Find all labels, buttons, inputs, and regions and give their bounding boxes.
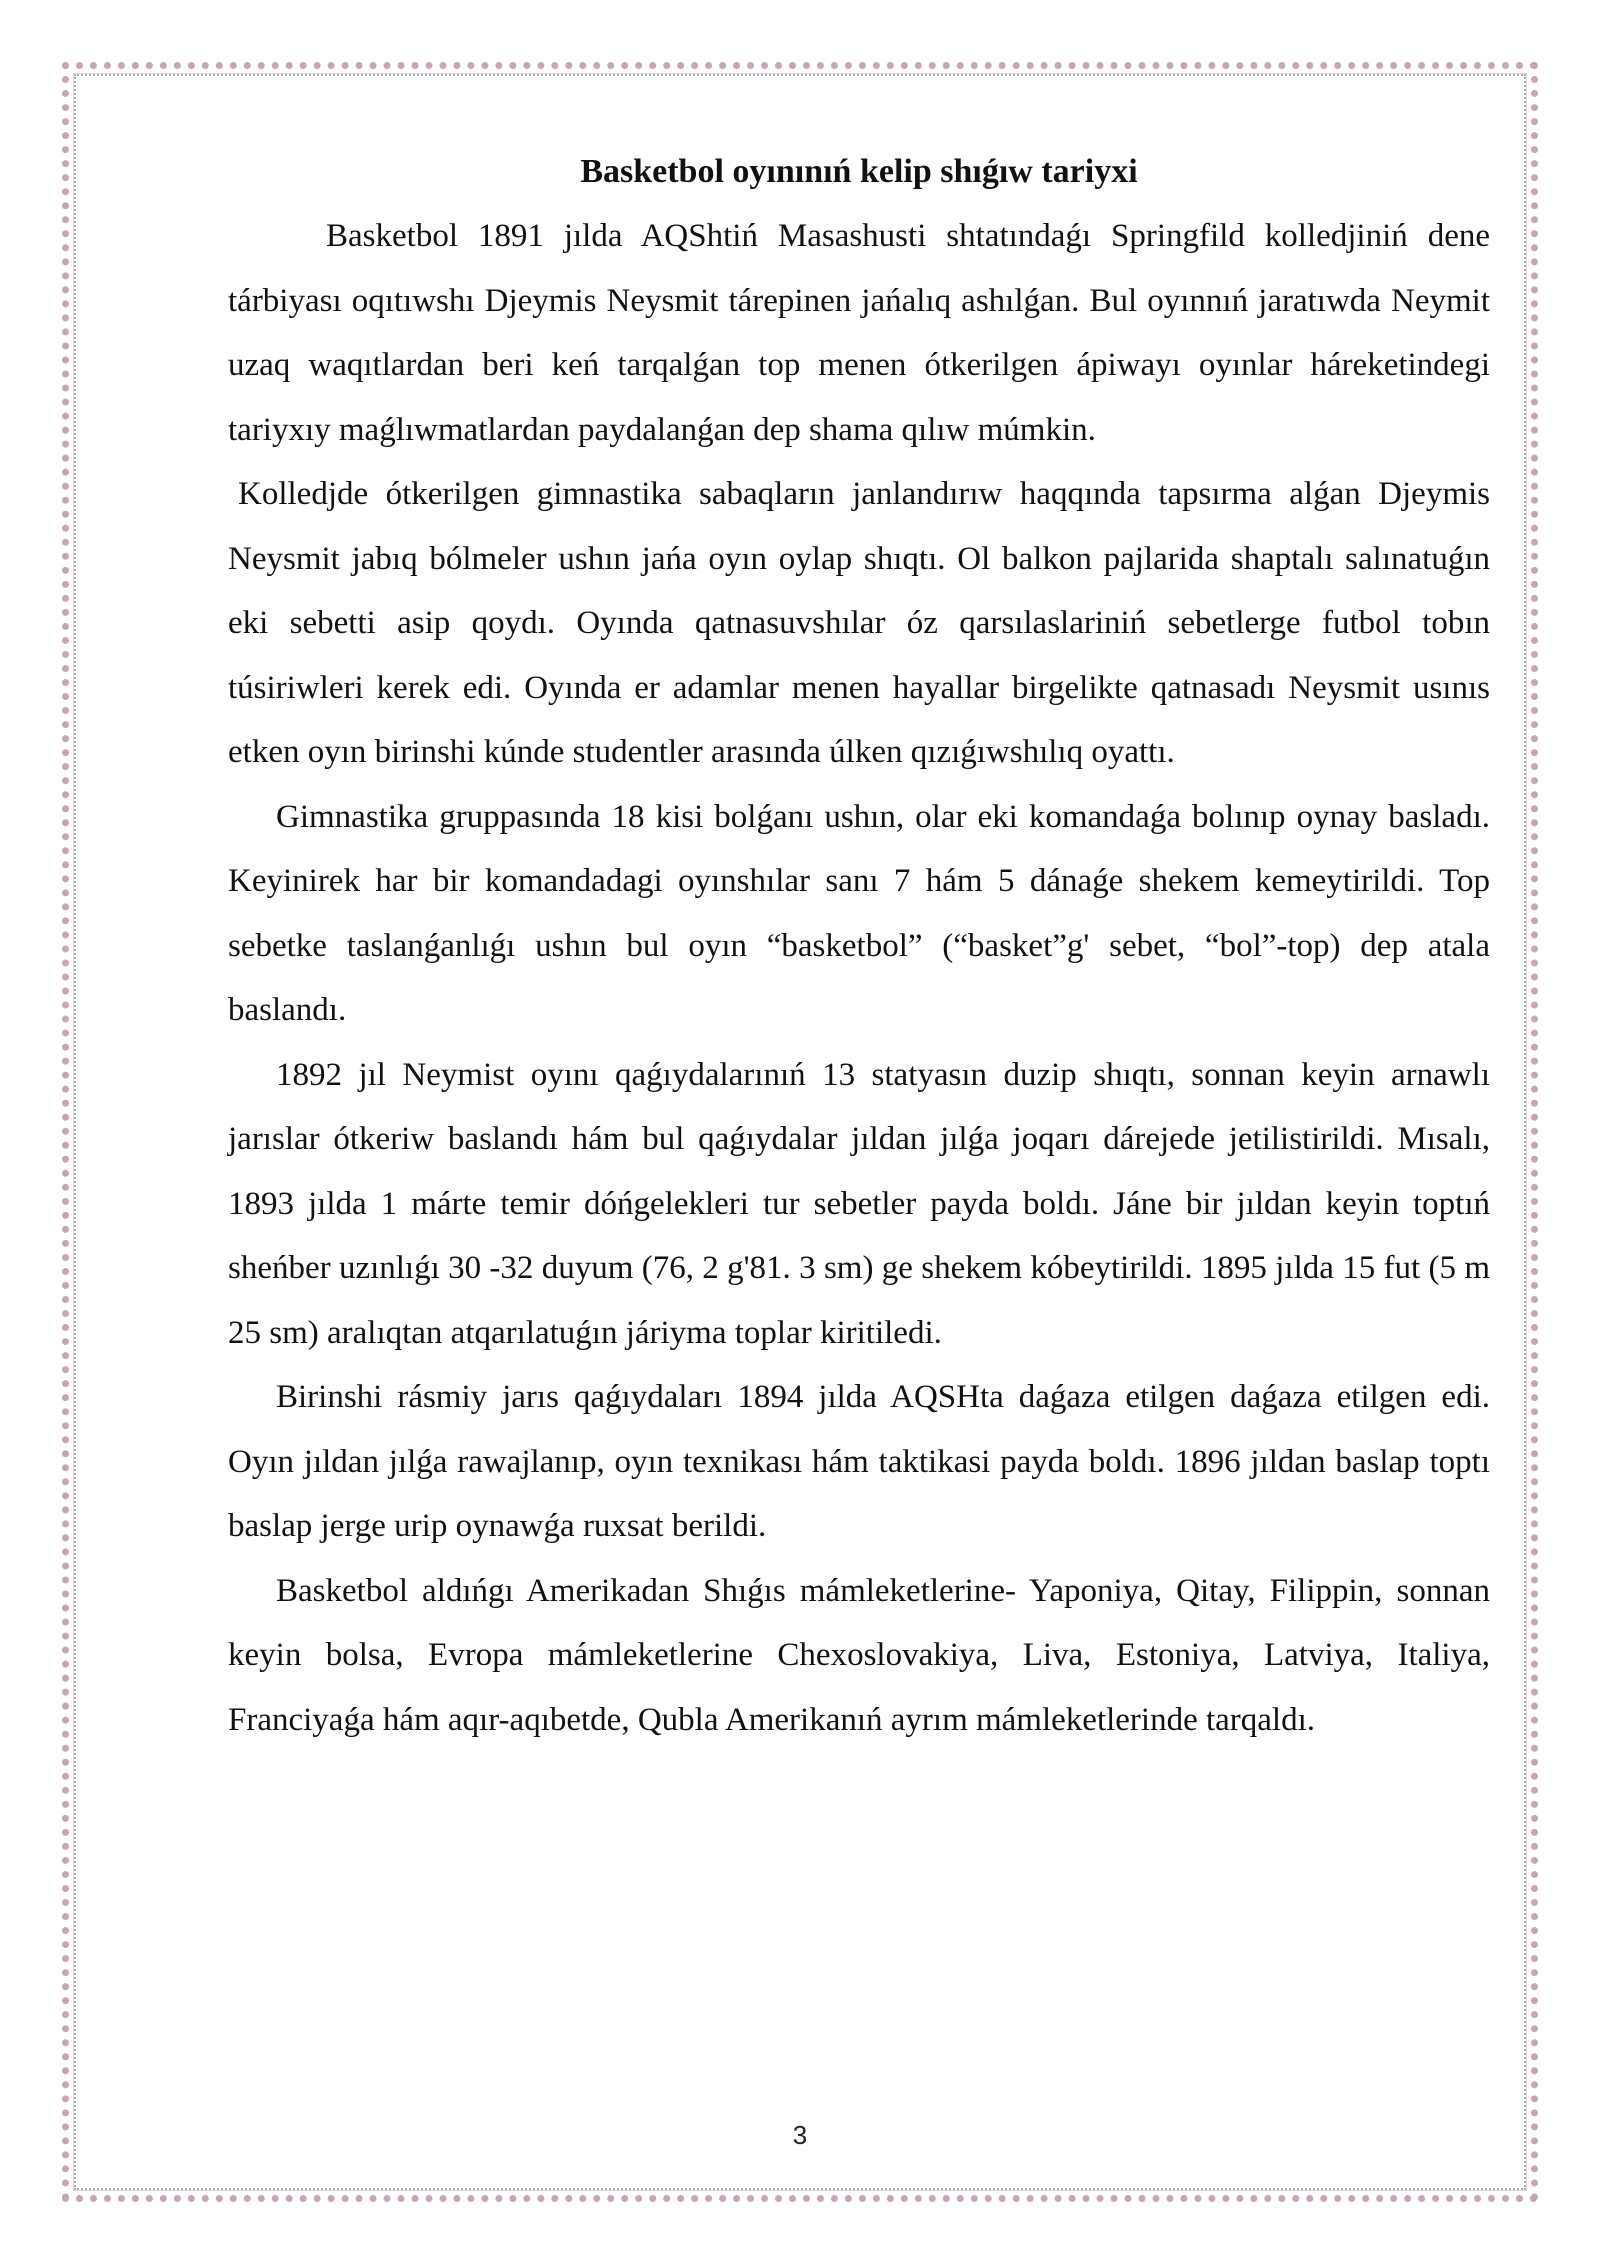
paragraph: Birinshi rásmiy jarıs qaǵıydaları 1894 jılda AQSHta daǵaza etilgen daǵaza etilgen edi. Oyın jıldan jılǵa rawajlanıp, oyın texnikası hám taktikasi payda boldı. 1896 jıldan baslap toptı baslap jerge urip oynawǵa ruxsat berildi. <box>228 1379 1490 1544</box>
paragraph: Gimnastika gruppasında 18 kisi bolǵanı ushın, olar eki komandaǵa bolınıp oynay basladı. Keyinirek har bir komandadagi oyınshılar sanı 7 hám 5 dánaǵe shekem kemeytirildi. Top sebetke taslanǵanlıǵı ushın bul oyın “basketbol” (“basket”g' sebet, “bol”-top) dep atala baslandı. <box>228 798 1490 1028</box>
document-title: Basketbol oyınınıń kelip shıǵıw tariyxi <box>580 153 1138 190</box>
paragraph: Kolledjde ótkerilgen gimnastika sabaqların janlandırıw haqqında tapsırma alǵan Djeymis Neysmit jabıq bólmeler ushın jańa oyın oylap shıqtı. Ol balkon pajlarida shaptalı salınatuǵın eki sebetti asip qoydı. Oyında qatnasuvshılar óz qarsılaslariniń sebetlerge futbol tobın túsiriwleri kerek edi. Oyında er adamlar menen hayallar birgelikte qatnasadı Neysmit usınıs etken oyın birinshi kúnde studentler arasında úlken qızıǵıwshılıq oyattı. <box>228 476 1490 770</box>
paragraph: Basketbol 1891 jılda AQShtiń Masashusti shtatındaǵı Springfild kolledjiniń dene tárbiyası oqıtıwshı Djeymis Neysmit tárepinen jańalıq ashılǵan. Bul oyınnıń jaratıwda Neymit uzaq waqıtlardan beri keń tarqalǵan top menen ótkerilgen ápiwayı oyınlar háreketindegi tariyxıy maǵlıwmatlardan paydalanǵan dep shama qılıw múmkin. <box>228 218 1490 448</box>
paragraph: Basketbol aldıńgı Amerikadan Shıǵıs mámleketlerine- Yaponiya, Qitay, Filippin, sonnan keyin bolsa, Evropa mámleketlerine Chexoslovakiya, Liva, Estoniya, Latviya, Italiya, Franciyaǵa hám aqır-aqıbetde, Qubla Amerikanıń ayrım mámleketlerinde tarqaldı. <box>228 1572 1490 1738</box>
document-body <box>228 140 1490 1752</box>
page-number: 3 <box>792 2120 808 2150</box>
paragraph: 1892 jıl Neymist oyını qaǵıydalarınıń 13 statyasın duzip shıqtı, sonnan keyin arnawlı jarıslar ótkeriw baslandı hám bul qaǵıydalar jıldan jılǵa joqarı dárejede jetilistirildi. Mısalı, 1893 jılda 1 márte temir dóńgelekleri tur sebetler payda boldı. Jáne bir jıldan keyin toptıń sheńber uzınlıǵı 30 -32 duyum (76, 2 g'81. 3 sm) ge shekem kóbeytirildi. 1895 jılda 15 fut (5 m 25 sm) aralıqtan atqarılatuǵın járiyma toplar kiritiledi. <box>228 1056 1490 1351</box>
